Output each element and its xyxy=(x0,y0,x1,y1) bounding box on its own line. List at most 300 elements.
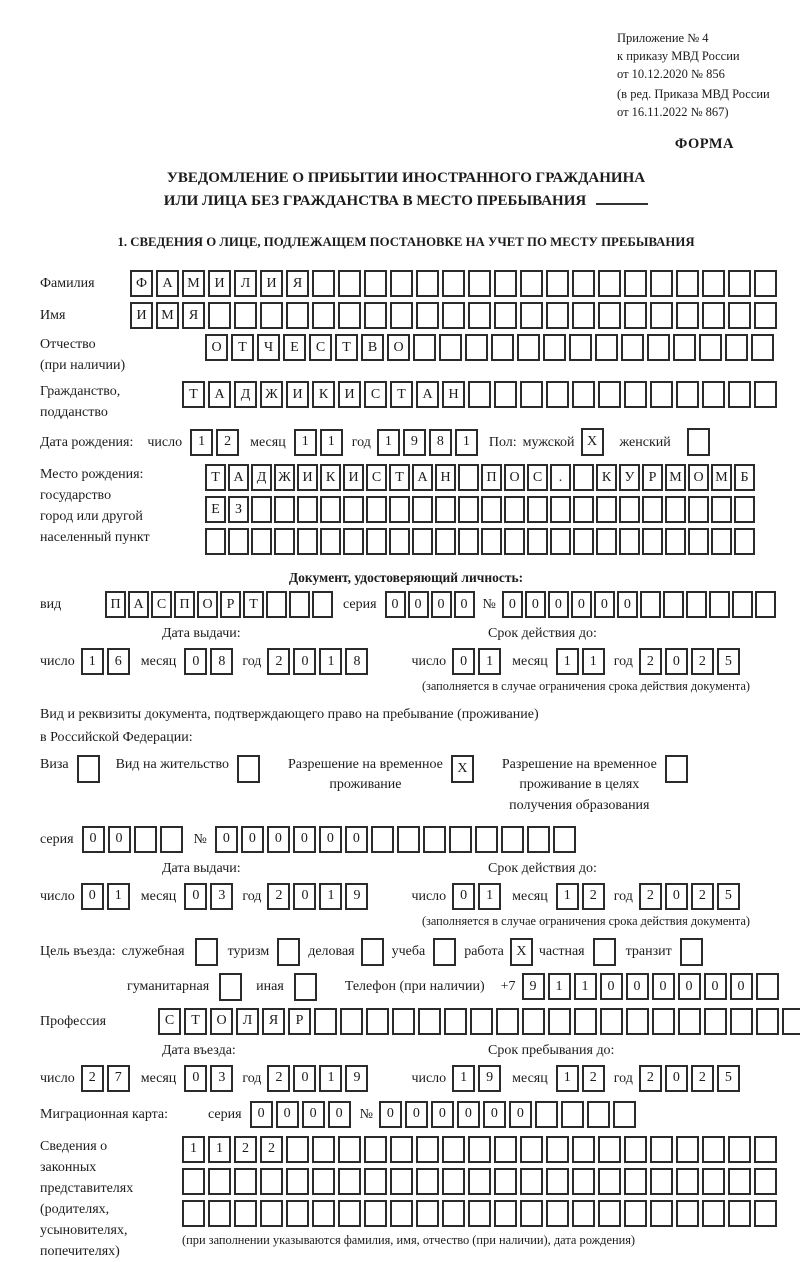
char-cell[interactable]: М xyxy=(182,270,205,297)
char-cell[interactable]: К xyxy=(312,381,335,408)
char-cell[interactable] xyxy=(286,1200,309,1227)
char-cell[interactable]: 1 xyxy=(478,648,501,675)
char-cell[interactable]: 2 xyxy=(639,648,662,675)
char-cell[interactable]: 0 xyxy=(184,648,207,675)
char-cell[interactable] xyxy=(481,496,502,523)
char-cell[interactable] xyxy=(665,496,686,523)
char-cell[interactable] xyxy=(320,528,341,555)
char-cell[interactable] xyxy=(676,1200,699,1227)
char-cell[interactable] xyxy=(442,1168,465,1195)
char-cell[interactable]: А xyxy=(208,381,231,408)
char-cell[interactable] xyxy=(134,826,157,853)
char-cell[interactable]: О xyxy=(205,334,228,361)
char-cell[interactable]: 0 xyxy=(267,826,290,853)
char-cell[interactable] xyxy=(734,496,755,523)
char-cell[interactable] xyxy=(548,1008,571,1035)
char-cell[interactable] xyxy=(754,381,777,408)
char-cell[interactable] xyxy=(673,334,696,361)
char-cell[interactable] xyxy=(340,1008,363,1035)
char-cell[interactable]: 0 xyxy=(452,648,475,675)
char-cell[interactable]: Я xyxy=(182,302,205,329)
char-cell[interactable]: 1 xyxy=(377,429,400,456)
char-cell[interactable] xyxy=(550,528,571,555)
char-cell[interactable] xyxy=(686,591,707,618)
char-cell[interactable] xyxy=(494,381,517,408)
char-cell[interactable] xyxy=(728,302,751,329)
char-cell[interactable]: И xyxy=(208,270,231,297)
char-cell[interactable]: 1 xyxy=(452,1065,475,1092)
sex-female-checkbox[interactable] xyxy=(687,428,710,456)
char-cell[interactable] xyxy=(676,381,699,408)
char-cell[interactable]: Н xyxy=(442,381,465,408)
char-cell[interactable]: 0 xyxy=(293,648,316,675)
char-cell[interactable] xyxy=(596,496,617,523)
char-cell[interactable] xyxy=(520,302,543,329)
char-cell[interactable]: 0 xyxy=(184,1065,207,1092)
char-cell[interactable] xyxy=(572,1168,595,1195)
char-cell[interactable] xyxy=(572,381,595,408)
char-cell[interactable]: 1 xyxy=(320,429,343,456)
char-cell[interactable]: Я xyxy=(262,1008,285,1035)
char-cell[interactable] xyxy=(756,973,779,1000)
char-cell[interactable] xyxy=(755,591,776,618)
char-cell[interactable] xyxy=(504,528,525,555)
char-cell[interactable]: М xyxy=(665,464,686,491)
char-cell[interactable]: Е xyxy=(283,334,306,361)
char-cell[interactable]: А xyxy=(228,464,249,491)
char-cell[interactable]: 9 xyxy=(522,973,545,1000)
char-cell[interactable]: 0 xyxy=(452,883,475,910)
char-cell[interactable] xyxy=(520,1136,543,1163)
char-cell[interactable] xyxy=(228,528,249,555)
char-cell[interactable]: 0 xyxy=(457,1101,480,1128)
char-cell[interactable] xyxy=(613,1101,636,1128)
char-cell[interactable]: Е xyxy=(205,496,226,523)
char-cell[interactable]: 0 xyxy=(665,1065,688,1092)
char-cell[interactable] xyxy=(652,1008,675,1035)
char-cell[interactable] xyxy=(442,302,465,329)
char-cell[interactable] xyxy=(435,528,456,555)
char-cell[interactable]: Ч xyxy=(257,334,280,361)
char-cell[interactable] xyxy=(751,334,774,361)
char-cell[interactable]: С xyxy=(364,381,387,408)
char-cell[interactable] xyxy=(312,591,333,618)
option-temp-residence-education-checkbox[interactable] xyxy=(665,755,688,783)
char-cell[interactable] xyxy=(234,302,257,329)
char-cell[interactable]: О xyxy=(504,464,525,491)
char-cell[interactable] xyxy=(416,270,439,297)
char-cell[interactable] xyxy=(595,334,618,361)
char-cell[interactable] xyxy=(624,302,647,329)
char-cell[interactable] xyxy=(702,1168,725,1195)
char-cell[interactable]: У xyxy=(619,464,640,491)
char-cell[interactable]: 1 xyxy=(574,973,597,1000)
char-cell[interactable]: О xyxy=(210,1008,233,1035)
char-cell[interactable] xyxy=(624,270,647,297)
char-cell[interactable]: 5 xyxy=(717,883,740,910)
char-cell[interactable] xyxy=(728,1168,751,1195)
char-cell[interactable]: Т xyxy=(389,464,410,491)
char-cell[interactable] xyxy=(702,381,725,408)
char-cell[interactable] xyxy=(546,302,569,329)
char-cell[interactable] xyxy=(418,1008,441,1035)
char-cell[interactable] xyxy=(725,334,748,361)
char-cell[interactable] xyxy=(676,1168,699,1195)
option-residence-permit-checkbox[interactable] xyxy=(237,755,260,783)
char-cell[interactable] xyxy=(364,1168,387,1195)
char-cell[interactable]: 0 xyxy=(345,826,368,853)
char-cell[interactable]: 2 xyxy=(216,429,239,456)
char-cell[interactable]: В xyxy=(361,334,384,361)
char-cell[interactable]: Р xyxy=(288,1008,311,1035)
char-cell[interactable]: 0 xyxy=(293,826,316,853)
char-cell[interactable] xyxy=(364,1136,387,1163)
char-cell[interactable]: 0 xyxy=(665,648,688,675)
char-cell[interactable]: С xyxy=(527,464,548,491)
char-cell[interactable] xyxy=(619,528,640,555)
char-cell[interactable] xyxy=(208,1168,231,1195)
char-cell[interactable] xyxy=(320,496,341,523)
char-cell[interactable] xyxy=(561,1101,584,1128)
char-cell[interactable] xyxy=(688,528,709,555)
char-cell[interactable] xyxy=(702,1200,725,1227)
char-cell[interactable] xyxy=(647,334,670,361)
char-cell[interactable]: 0 xyxy=(594,591,615,618)
char-cell[interactable] xyxy=(598,270,621,297)
char-cell[interactable]: Ж xyxy=(274,464,295,491)
char-cell[interactable] xyxy=(297,528,318,555)
char-cell[interactable] xyxy=(624,1168,647,1195)
char-cell[interactable]: 0 xyxy=(184,883,207,910)
purpose-other-checkbox[interactable] xyxy=(294,973,317,1001)
char-cell[interactable]: Т xyxy=(335,334,358,361)
char-cell[interactable]: 1 xyxy=(455,429,478,456)
char-cell[interactable]: И xyxy=(130,302,153,329)
char-cell[interactable]: 1 xyxy=(319,1065,342,1092)
char-cell[interactable]: П xyxy=(105,591,126,618)
char-cell[interactable]: И xyxy=(338,381,361,408)
char-cell[interactable]: К xyxy=(596,464,617,491)
char-cell[interactable]: А xyxy=(416,381,439,408)
char-cell[interactable]: 2 xyxy=(639,883,662,910)
char-cell[interactable] xyxy=(468,302,491,329)
purpose-business-checkbox[interactable] xyxy=(361,938,384,966)
char-cell[interactable]: 9 xyxy=(345,883,368,910)
char-cell[interactable]: 1 xyxy=(556,648,579,675)
char-cell[interactable] xyxy=(546,1136,569,1163)
char-cell[interactable] xyxy=(364,1200,387,1227)
char-cell[interactable]: С xyxy=(158,1008,181,1035)
char-cell[interactable]: 0 xyxy=(81,883,104,910)
char-cell[interactable]: Л xyxy=(236,1008,259,1035)
char-cell[interactable]: 0 xyxy=(730,973,753,1000)
char-cell[interactable] xyxy=(676,270,699,297)
char-cell[interactable] xyxy=(494,270,517,297)
char-cell[interactable] xyxy=(390,302,413,329)
char-cell[interactable] xyxy=(699,334,722,361)
char-cell[interactable] xyxy=(598,1168,621,1195)
char-cell[interactable]: 1 xyxy=(319,883,342,910)
char-cell[interactable]: 0 xyxy=(665,883,688,910)
char-cell[interactable]: А xyxy=(156,270,179,297)
char-cell[interactable]: Ф xyxy=(130,270,153,297)
char-cell[interactable] xyxy=(338,1168,361,1195)
char-cell[interactable]: 1 xyxy=(208,1136,231,1163)
char-cell[interactable]: М xyxy=(711,464,732,491)
char-cell[interactable] xyxy=(416,1168,439,1195)
char-cell[interactable] xyxy=(458,464,479,491)
char-cell[interactable]: 0 xyxy=(108,826,131,853)
char-cell[interactable] xyxy=(390,1200,413,1227)
char-cell[interactable]: 2 xyxy=(582,1065,605,1092)
char-cell[interactable]: П xyxy=(174,591,195,618)
char-cell[interactable] xyxy=(286,1136,309,1163)
char-cell[interactable] xyxy=(527,496,548,523)
char-cell[interactable] xyxy=(338,270,361,297)
char-cell[interactable]: 6 xyxy=(107,648,130,675)
char-cell[interactable] xyxy=(546,1168,569,1195)
purpose-official-checkbox[interactable] xyxy=(195,938,218,966)
char-cell[interactable] xyxy=(642,496,663,523)
char-cell[interactable] xyxy=(442,1136,465,1163)
char-cell[interactable]: 0 xyxy=(548,591,569,618)
char-cell[interactable] xyxy=(494,1136,517,1163)
char-cell[interactable] xyxy=(728,270,751,297)
char-cell[interactable]: 2 xyxy=(234,1136,257,1163)
char-cell[interactable] xyxy=(312,270,335,297)
char-cell[interactable]: С xyxy=(309,334,332,361)
char-cell[interactable] xyxy=(621,334,644,361)
char-cell[interactable]: А xyxy=(412,464,433,491)
char-cell[interactable] xyxy=(496,1008,519,1035)
char-cell[interactable] xyxy=(572,1136,595,1163)
purpose-study-checkbox[interactable] xyxy=(433,938,456,966)
char-cell[interactable] xyxy=(481,528,502,555)
char-cell[interactable]: 0 xyxy=(525,591,546,618)
char-cell[interactable] xyxy=(412,496,433,523)
char-cell[interactable]: 0 xyxy=(617,591,638,618)
char-cell[interactable] xyxy=(619,496,640,523)
char-cell[interactable]: 2 xyxy=(267,648,290,675)
char-cell[interactable] xyxy=(397,826,420,853)
char-cell[interactable] xyxy=(260,1168,283,1195)
purpose-tourism-checkbox[interactable] xyxy=(277,938,300,966)
char-cell[interactable] xyxy=(624,1136,647,1163)
char-cell[interactable]: 1 xyxy=(319,648,342,675)
char-cell[interactable] xyxy=(234,1200,257,1227)
char-cell[interactable]: Ж xyxy=(260,381,283,408)
char-cell[interactable] xyxy=(728,381,751,408)
char-cell[interactable]: 0 xyxy=(454,591,475,618)
char-cell[interactable] xyxy=(423,826,446,853)
char-cell[interactable] xyxy=(640,591,661,618)
char-cell[interactable]: 1 xyxy=(556,1065,579,1092)
char-cell[interactable] xyxy=(494,1168,517,1195)
char-cell[interactable]: Н xyxy=(435,464,456,491)
char-cell[interactable]: 2 xyxy=(582,883,605,910)
char-cell[interactable] xyxy=(260,1200,283,1227)
char-cell[interactable]: 0 xyxy=(302,1101,325,1128)
char-cell[interactable] xyxy=(364,270,387,297)
char-cell[interactable] xyxy=(364,302,387,329)
char-cell[interactable] xyxy=(546,381,569,408)
char-cell[interactable] xyxy=(728,1136,751,1163)
char-cell[interactable] xyxy=(392,1008,415,1035)
char-cell[interactable] xyxy=(458,496,479,523)
char-cell[interactable] xyxy=(286,302,309,329)
char-cell[interactable] xyxy=(598,381,621,408)
char-cell[interactable] xyxy=(573,464,594,491)
char-cell[interactable]: 0 xyxy=(571,591,592,618)
char-cell[interactable] xyxy=(596,528,617,555)
option-visa-checkbox[interactable] xyxy=(77,755,100,783)
char-cell[interactable] xyxy=(416,302,439,329)
char-cell[interactable]: 0 xyxy=(509,1101,532,1128)
char-cell[interactable] xyxy=(709,591,730,618)
char-cell[interactable] xyxy=(312,1200,335,1227)
char-cell[interactable] xyxy=(600,1008,623,1035)
char-cell[interactable] xyxy=(626,1008,649,1035)
char-cell[interactable] xyxy=(782,1008,800,1035)
char-cell[interactable] xyxy=(366,496,387,523)
char-cell[interactable] xyxy=(728,1200,751,1227)
char-cell[interactable]: 0 xyxy=(379,1101,402,1128)
char-cell[interactable]: 0 xyxy=(328,1101,351,1128)
char-cell[interactable]: 1 xyxy=(81,648,104,675)
char-cell[interactable] xyxy=(754,270,777,297)
char-cell[interactable] xyxy=(297,496,318,523)
char-cell[interactable] xyxy=(650,1168,673,1195)
char-cell[interactable]: Т xyxy=(184,1008,207,1035)
char-cell[interactable] xyxy=(442,270,465,297)
char-cell[interactable] xyxy=(234,1168,257,1195)
char-cell[interactable] xyxy=(390,1168,413,1195)
char-cell[interactable]: 3 xyxy=(210,883,233,910)
char-cell[interactable] xyxy=(650,381,673,408)
char-cell[interactable] xyxy=(704,1008,727,1035)
char-cell[interactable]: Д xyxy=(251,464,272,491)
char-cell[interactable] xyxy=(371,826,394,853)
char-cell[interactable] xyxy=(573,496,594,523)
char-cell[interactable] xyxy=(501,826,524,853)
char-cell[interactable]: 1 xyxy=(556,883,579,910)
char-cell[interactable]: И xyxy=(343,464,364,491)
char-cell[interactable]: Т xyxy=(390,381,413,408)
char-cell[interactable] xyxy=(711,528,732,555)
char-cell[interactable] xyxy=(520,1168,543,1195)
char-cell[interactable] xyxy=(520,381,543,408)
char-cell[interactable] xyxy=(208,1200,231,1227)
char-cell[interactable] xyxy=(266,591,287,618)
char-cell[interactable]: 1 xyxy=(182,1136,205,1163)
char-cell[interactable] xyxy=(338,302,361,329)
char-cell[interactable]: 0 xyxy=(704,973,727,1000)
char-cell[interactable]: С xyxy=(366,464,387,491)
char-cell[interactable]: Б xyxy=(734,464,755,491)
char-cell[interactable] xyxy=(274,528,295,555)
char-cell[interactable]: 0 xyxy=(82,826,105,853)
char-cell[interactable] xyxy=(208,302,231,329)
char-cell[interactable] xyxy=(366,1008,389,1035)
char-cell[interactable] xyxy=(520,1200,543,1227)
char-cell[interactable] xyxy=(527,826,550,853)
char-cell[interactable]: 0 xyxy=(408,591,429,618)
char-cell[interactable]: 1 xyxy=(478,883,501,910)
purpose-private-checkbox[interactable] xyxy=(593,938,616,966)
char-cell[interactable] xyxy=(702,302,725,329)
char-cell[interactable]: 0 xyxy=(405,1101,428,1128)
char-cell[interactable] xyxy=(573,528,594,555)
char-cell[interactable] xyxy=(468,381,491,408)
char-cell[interactable]: А xyxy=(128,591,149,618)
char-cell[interactable]: 2 xyxy=(260,1136,283,1163)
char-cell[interactable] xyxy=(702,1136,725,1163)
char-cell[interactable] xyxy=(416,1200,439,1227)
char-cell[interactable]: 3 xyxy=(210,1065,233,1092)
char-cell[interactable]: Я xyxy=(286,270,309,297)
char-cell[interactable]: 0 xyxy=(293,883,316,910)
char-cell[interactable] xyxy=(572,1200,595,1227)
char-cell[interactable] xyxy=(711,496,732,523)
char-cell[interactable] xyxy=(286,1168,309,1195)
char-cell[interactable] xyxy=(416,1136,439,1163)
char-cell[interactable] xyxy=(182,1200,205,1227)
char-cell[interactable]: 2 xyxy=(691,648,714,675)
char-cell[interactable]: 2 xyxy=(267,883,290,910)
char-cell[interactable] xyxy=(343,528,364,555)
char-cell[interactable] xyxy=(732,591,753,618)
char-cell[interactable] xyxy=(665,528,686,555)
char-cell[interactable] xyxy=(624,1200,647,1227)
char-cell[interactable] xyxy=(389,528,410,555)
char-cell[interactable]: 8 xyxy=(345,648,368,675)
sex-male-checkbox[interactable]: X xyxy=(581,428,604,456)
char-cell[interactable] xyxy=(598,1136,621,1163)
char-cell[interactable] xyxy=(444,1008,467,1035)
char-cell[interactable]: М xyxy=(156,302,179,329)
char-cell[interactable] xyxy=(663,591,684,618)
char-cell[interactable]: 0 xyxy=(431,1101,454,1128)
char-cell[interactable] xyxy=(650,1136,673,1163)
char-cell[interactable] xyxy=(494,302,517,329)
char-cell[interactable]: Т xyxy=(243,591,264,618)
char-cell[interactable]: 0 xyxy=(319,826,342,853)
char-cell[interactable] xyxy=(520,270,543,297)
char-cell[interactable]: З xyxy=(228,496,249,523)
char-cell[interactable]: 2 xyxy=(691,883,714,910)
char-cell[interactable] xyxy=(522,1008,545,1035)
char-cell[interactable] xyxy=(289,591,310,618)
char-cell[interactable] xyxy=(468,1200,491,1227)
char-cell[interactable] xyxy=(572,270,595,297)
char-cell[interactable] xyxy=(389,496,410,523)
char-cell[interactable]: 1 xyxy=(294,429,317,456)
char-cell[interactable]: 8 xyxy=(429,429,452,456)
char-cell[interactable]: 0 xyxy=(431,591,452,618)
char-cell[interactable]: О xyxy=(197,591,218,618)
char-cell[interactable]: 7 xyxy=(107,1065,130,1092)
char-cell[interactable]: 0 xyxy=(502,591,523,618)
char-cell[interactable] xyxy=(338,1136,361,1163)
char-cell[interactable] xyxy=(470,1008,493,1035)
char-cell[interactable] xyxy=(468,1168,491,1195)
char-cell[interactable] xyxy=(182,1168,205,1195)
option-temp-residence-checkbox[interactable]: X xyxy=(451,755,474,783)
purpose-humanitarian-checkbox[interactable] xyxy=(219,973,242,1001)
char-cell[interactable] xyxy=(569,334,592,361)
char-cell[interactable]: 0 xyxy=(385,591,406,618)
char-cell[interactable]: 2 xyxy=(691,1065,714,1092)
